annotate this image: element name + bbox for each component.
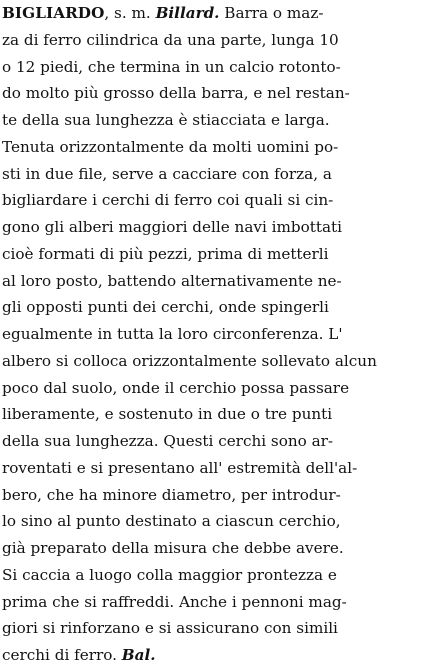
entry-line-3: o 12 piedi, che termina in un calcio rotonto- bbox=[2, 57, 341, 76]
entry-line-23: prima che si raffreddi. Anche i pennoni mag- bbox=[2, 592, 347, 611]
entry-line-24: giori si rinforzano e si assicurano con simili bbox=[2, 619, 338, 638]
entry-line-20: lo sino al punto destinato a ciascun cerchio, bbox=[2, 512, 341, 531]
entry-line-1 bbox=[2, 0, 434, 27]
entry-line-15: poco dal suolo, onde il cerchio possa passare bbox=[2, 378, 350, 397]
headword: BIGLIARDO bbox=[2, 4, 105, 22]
entry-line-25 bbox=[2, 642, 434, 669]
entry-line-4: do molto più grosso della barra, e nel restan- bbox=[2, 84, 350, 103]
dictionary-entry bbox=[2, 0, 434, 669]
entry-line-18: roventati e si presentano all' estremità dell'al- bbox=[2, 458, 358, 477]
entry-text: cerchi di ferro. bbox=[2, 646, 122, 664]
entry-line-5: te della sua lunghezza è stiacciata e larga. bbox=[2, 111, 330, 129]
entry-line-13: egualmente in tutta la loro circonferenza. L' bbox=[2, 325, 343, 343]
entry-line-7: sti in due file, serve a cacciare con forza, a bbox=[2, 164, 332, 183]
source-abbreviation: Bal. bbox=[121, 646, 156, 664]
entry-line-14: albero si colloca orizzontalmente sollevato alcun bbox=[2, 351, 377, 370]
entry-line-8: bigliardare i cerchi di ferro coi quali si cin- bbox=[2, 191, 334, 210]
entry-line-2: za di ferro cilindrica da una parte, lunga 10 bbox=[2, 30, 339, 49]
entry-line-9: gono gli alberi maggiori delle navi imbottati bbox=[2, 218, 342, 236]
entry-line-11: al loro posto, battendo alternativamente ne- bbox=[2, 271, 342, 290]
entry-text: Barra o maz- bbox=[219, 4, 324, 22]
entry-line-17: della sua lunghezza. Questi cerchi sono ar- bbox=[2, 432, 334, 450]
entry-line-22: Si caccia a luogo colla maggior prontezza e bbox=[2, 565, 337, 584]
entry-line-19: bero, che ha minore diametro, per introdur- bbox=[2, 485, 341, 504]
grammar-label: , s. m. bbox=[104, 4, 151, 22]
entry-line-16: liberamente, e sostenuto in due o tre punti bbox=[2, 405, 333, 424]
foreign-term: Billard. bbox=[155, 4, 220, 22]
entry-line-6: Tenuta orizzontalmente da molti uomini po- bbox=[2, 137, 339, 156]
entry-line-10: cioè formati di più pezzi, prima di metterli bbox=[2, 244, 329, 263]
entry-line-21: già preparato della misura che debbe avere. bbox=[2, 539, 344, 557]
entry-line-12: gli opposti punti dei cerchi, onde spingerli bbox=[2, 298, 329, 317]
